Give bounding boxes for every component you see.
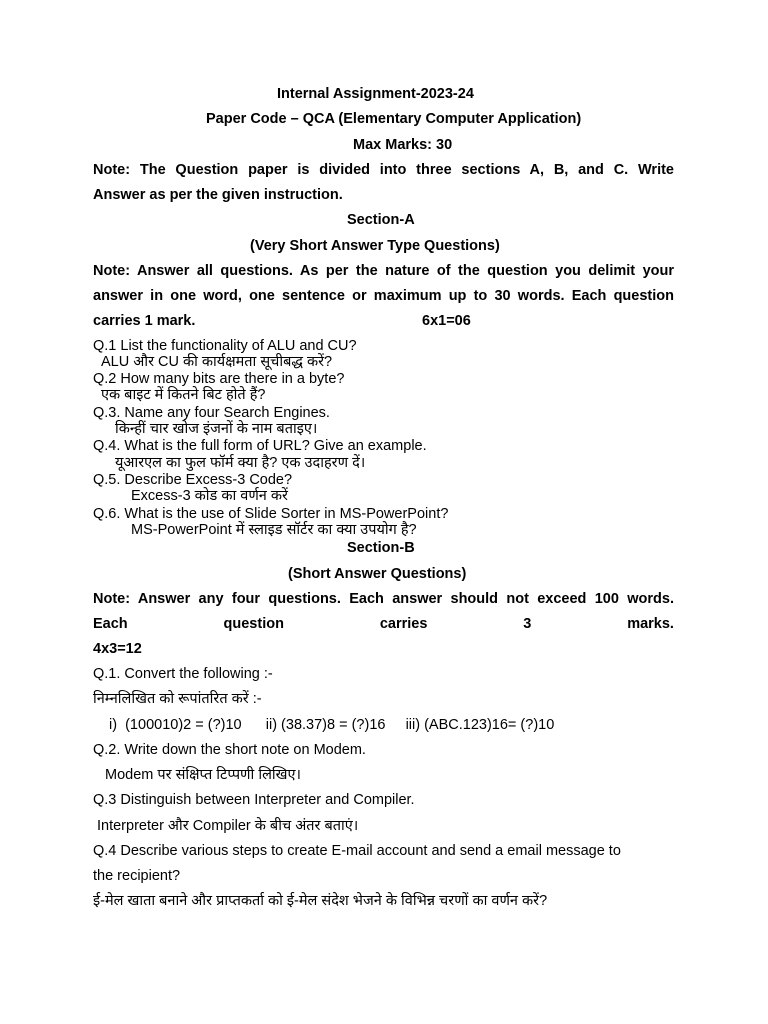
note-word: marks.: [627, 616, 674, 632]
section-b-q4-hindi: ई-मेल खाता बनाने और प्राप्तकर्ता को ई-मेल संदेश भेजने के विभिन्न चरणों का वर्णन करें?: [93, 893, 548, 909]
section-a-q6-hindi: MS-PowerPoint में स्लाइड सॉर्टर का क्या उपयोग है?: [131, 522, 417, 538]
note-word: question: [223, 616, 284, 632]
section-a-q2-english: Q.2 How many bits are there in a byte?: [93, 371, 345, 387]
section-a-q6-english: Q.6. What is the use of Slide Sorter in MS-PowerPoint?: [93, 506, 449, 522]
assignment-title: Internal Assignment-2023-24: [277, 86, 474, 102]
general-note-line-1: Note: The Question paper is divided into three sections A, B, and C. Write: [93, 162, 674, 178]
section-a-q3-english: Q.3. Name any four Search Engines.: [93, 405, 330, 421]
section-b-subtitle: (Short Answer Questions): [288, 566, 467, 582]
note-word: 3: [523, 616, 532, 632]
section-a-q4-hindi: यूआरएल का फुल फॉर्म क्या है? एक उदाहरण दें।: [115, 455, 366, 471]
section-b-q4-english-line-2: the recipient?: [93, 868, 181, 884]
section-a-subtitle: (Very Short Answer Type Questions): [250, 238, 500, 254]
max-marks: Max Marks: 30: [353, 137, 453, 153]
section-b-q1-parts: i) (100010)2 = (?)10 ii) (38.37)8 = (?)16 iii) (ABC.123)16= (?)10: [109, 717, 555, 733]
section-a-title: Section-A: [347, 212, 415, 228]
section-a-marks: 6x1=06: [422, 313, 471, 329]
section-a-note-line-2: answer in one word, one sentence or maximum up to 30 words. Each question: [93, 288, 674, 304]
section-b-q1-english: Q.1. Convert the following :-: [93, 666, 273, 682]
section-a-q4-english: Q.4. What is the full form of URL? Give an example.: [93, 438, 427, 454]
note-word: carries: [379, 616, 428, 632]
section-a-q5-hindi: Excess-3 कोड का वर्णन करें: [131, 488, 288, 504]
section-a-note-line-1: Note: Answer all questions. As per the nature of the question you delimit your: [93, 263, 674, 279]
section-b-q4-english-line-1: Q.4 Describe various steps to create E-mail account and send a email message to: [93, 843, 621, 859]
note-word: Each: [93, 616, 128, 632]
section-b-title: Section-B: [347, 540, 415, 556]
section-a-note-line-3: carries 1 mark.: [93, 313, 196, 329]
section-b-q2-english: Q.2. Write down the short note on Modem.: [93, 742, 366, 758]
section-b-note-line-1: Note: Answer any four questions. Each answer should not exceed 100 words.: [93, 591, 674, 607]
section-b-q2-hindi: Modem पर संक्षिप्त टिप्पणी लिखिए।: [105, 767, 302, 783]
section-a-q2-hindi: एक बाइट में कितने बिट होते हैं?: [101, 387, 266, 403]
general-note-line-2: Answer as per the given instruction.: [93, 187, 343, 203]
section-b-q3-english: Q.3 Distinguish between Interpreter and Compiler.: [93, 792, 415, 808]
section-a-q1-hindi: ALU और CU की कार्यक्षमता सूचीबद्ध करें?: [101, 354, 333, 370]
section-b-q1-hindi: निम्नलिखित को रूपांतरित करें :-: [93, 691, 262, 707]
section-b-q3-hindi: Interpreter और Compiler के बीच अंतर बताएं।: [97, 818, 359, 834]
section-a-q3-hindi: किन्हीं चार खोज इंजनों के नाम बताइए।: [115, 421, 318, 437]
section-b-note-line-2: [93, 615, 674, 633]
paper-code: Paper Code – QCA (Elementary Computer Application): [206, 111, 582, 127]
section-a-q5-english: Q.5. Describe Excess-3 Code?: [93, 472, 293, 488]
section-a-q1-english: Q.1 List the functionality of ALU and CU?: [93, 338, 357, 354]
section-b-marks: 4x3=12: [93, 641, 142, 657]
